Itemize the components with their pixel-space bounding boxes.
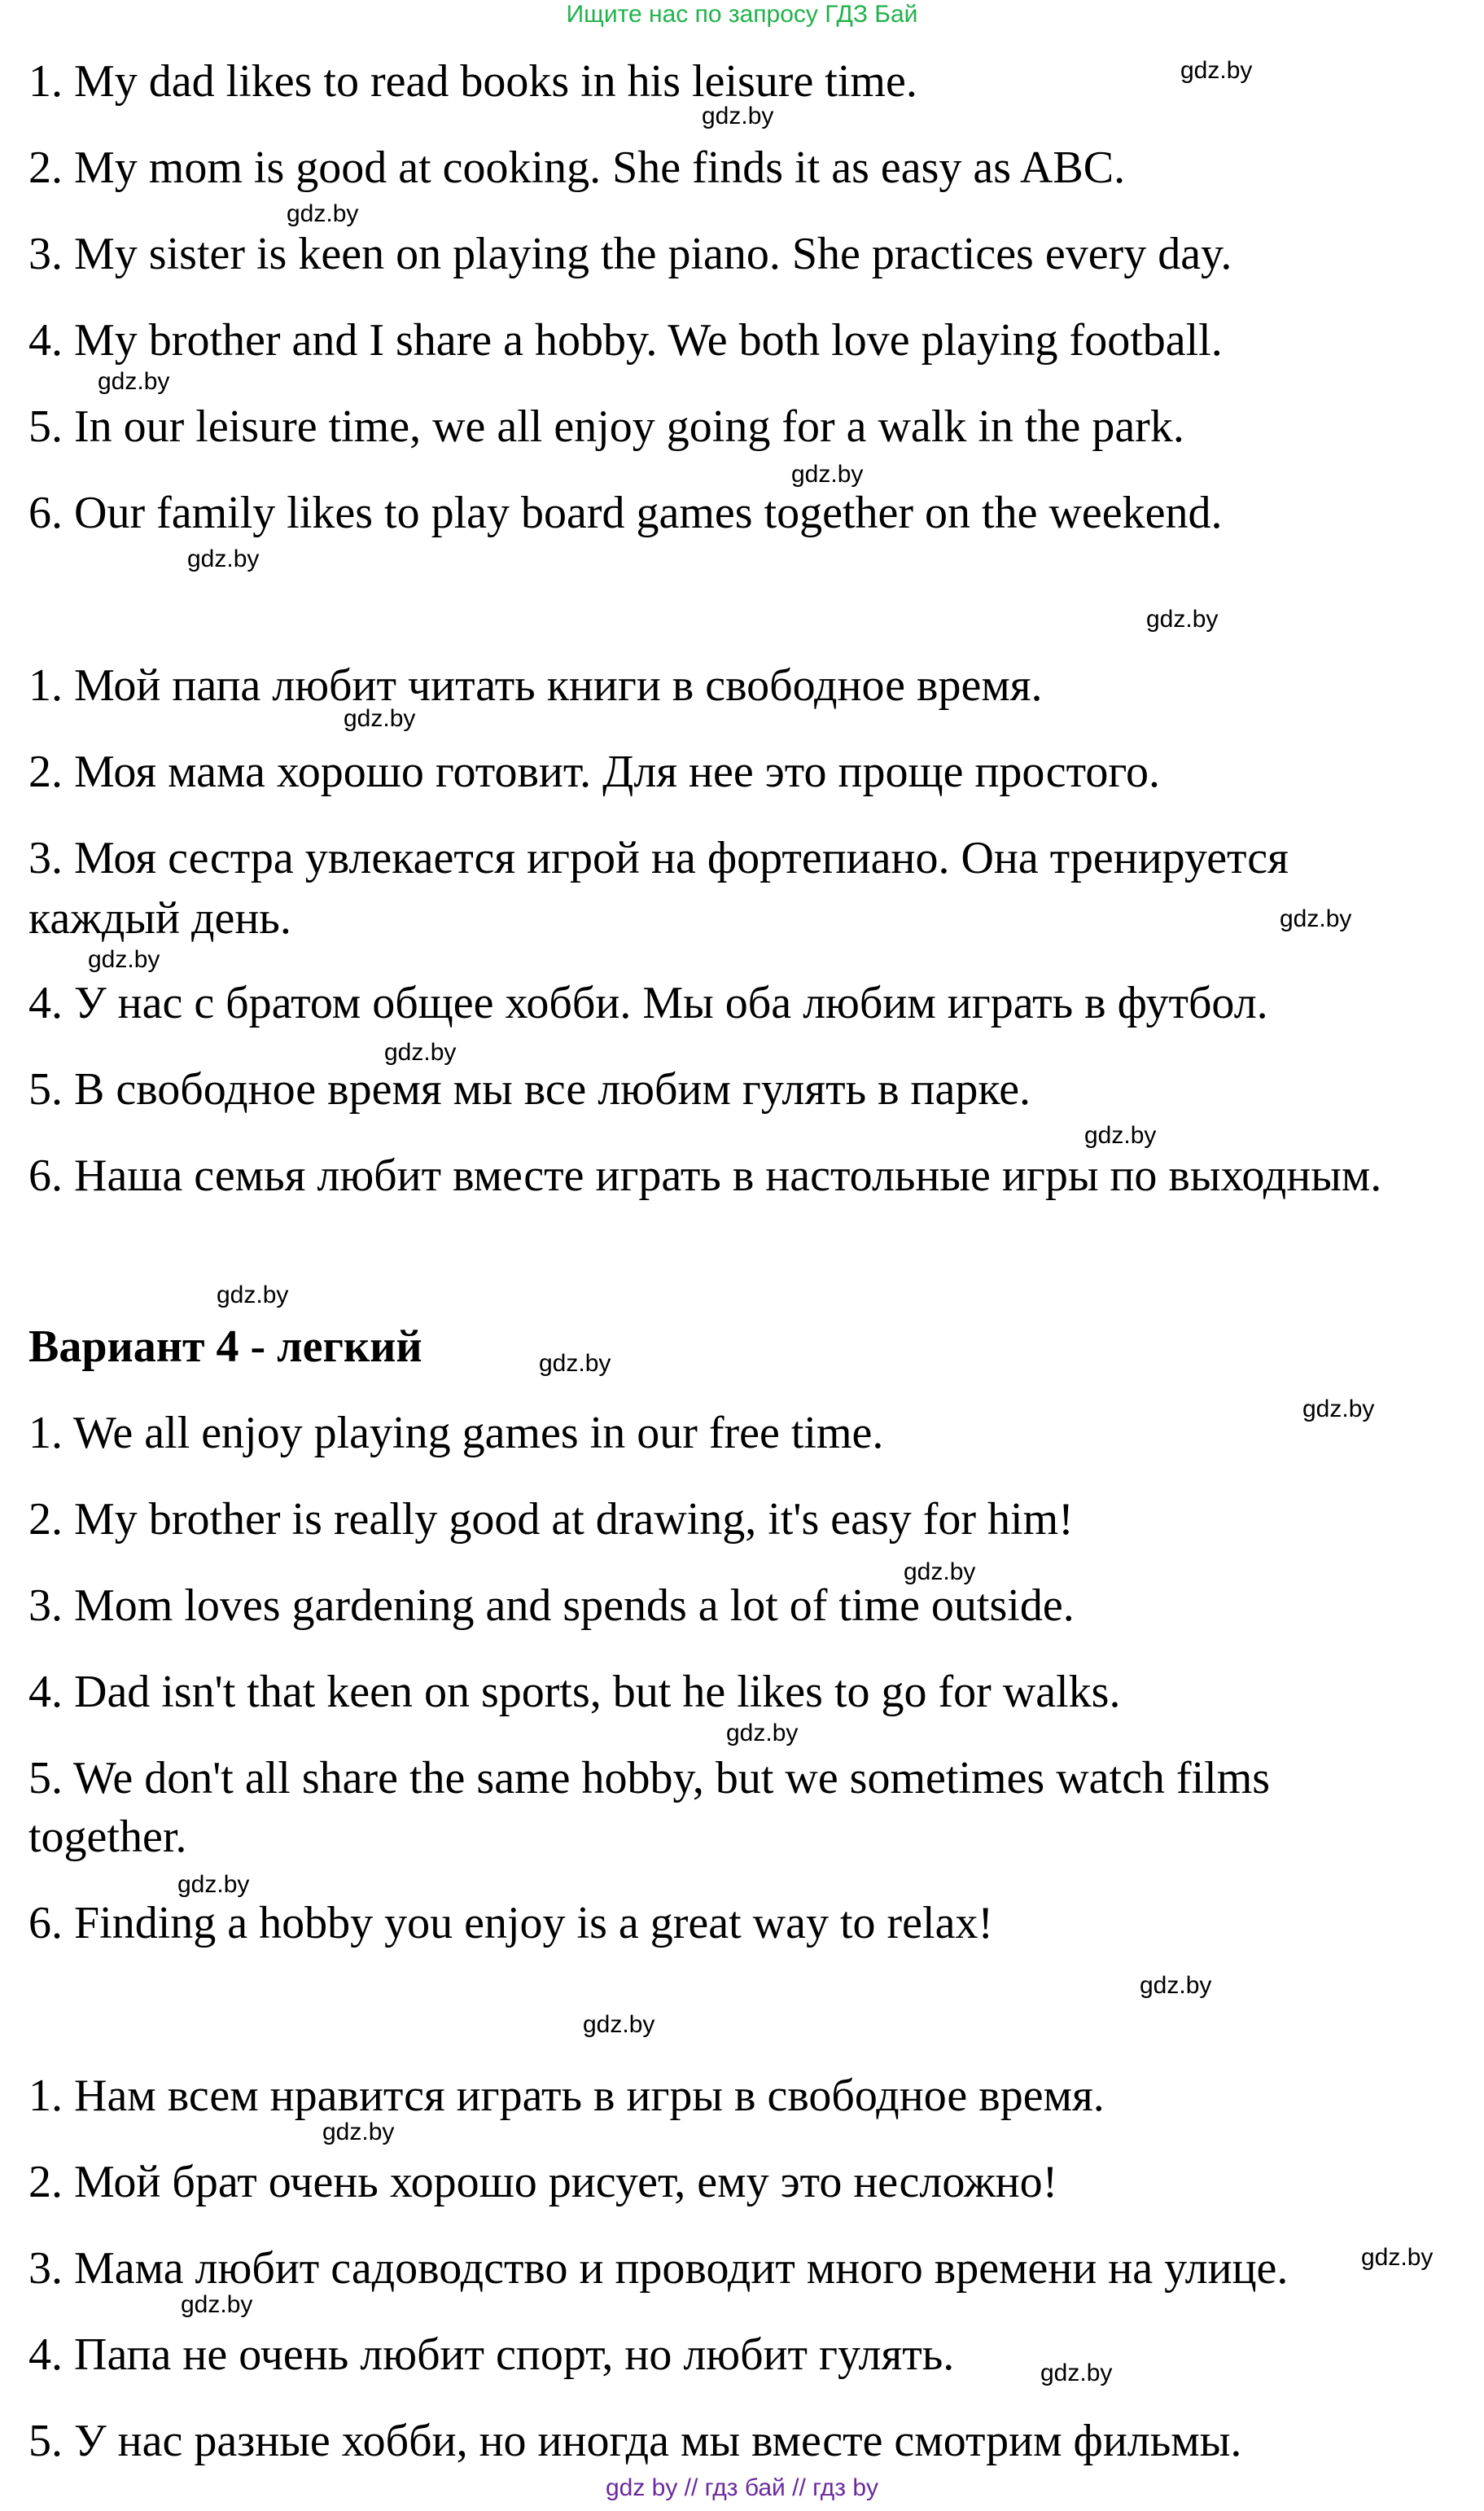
sentence-ru-5: 5. В свободное время мы все любим гулять в парке. bbox=[28, 1064, 1031, 1115]
watermark: gdz.by bbox=[583, 2011, 655, 2038]
sentence-en-11-cont: together. bbox=[28, 1812, 187, 1862]
sentence-en-7: 1. We all enjoy playing games in our free time. bbox=[28, 1408, 884, 1458]
watermark: gdz.by bbox=[181, 2291, 253, 2318]
sentence-ru-1: 1. Мой папа любит читать книги в свободное время. bbox=[28, 660, 1043, 711]
variant-heading: Вариант 4 - легкий bbox=[28, 1321, 422, 1372]
watermark: gdz.by bbox=[287, 200, 359, 227]
watermark: gdz.by bbox=[1040, 2360, 1113, 2386]
watermark: gdz.by bbox=[791, 461, 864, 488]
watermark: gdz.by bbox=[88, 946, 160, 973]
sentence-ru-4: 4. У нас с братом общее хобби. Мы оба любим играть в футбол. bbox=[28, 978, 1268, 1028]
sentence-ru-10: 4. Папа не очень любит спорт, но любит гулять. bbox=[28, 2329, 955, 2380]
sentence-en-11: 5. We don't all share the same hobby, but we sometimes watch films bbox=[28, 1753, 1271, 1803]
watermark: gdz.by bbox=[1084, 1122, 1157, 1149]
sentence-ru-3: 3. Моя сестра увлекается игрой на фортепиано. Она тренируется bbox=[28, 833, 1289, 883]
sentence-en-10: 4. Dad isn't that keen on sports, but he likes to go for walks. bbox=[28, 1667, 1121, 1717]
watermark: gdz.by bbox=[1146, 606, 1219, 633]
sentence-en-1: 1. My dad likes to read books in his leisure time. bbox=[28, 56, 917, 107]
watermark: gdz.by bbox=[187, 546, 260, 572]
watermark: gdz.by bbox=[322, 2119, 395, 2145]
watermark: gdz.by bbox=[702, 103, 774, 129]
sentence-ru-2: 2. Моя мама хорошо готовит. Для нее это проще простого. bbox=[28, 747, 1160, 797]
sentence-en-5: 5. In our leisure time, we all enjoy going for a walk in the park. bbox=[28, 401, 1184, 452]
sentence-ru-7: 1. Нам всем нравится играть в игры в свободное время. bbox=[28, 2071, 1105, 2121]
watermark: gdz.by bbox=[1302, 1396, 1375, 1422]
watermark: gdz.by bbox=[98, 368, 170, 395]
sentence-ru-6: 6. Наша семья любит вместе играть в настольные игры по выходным. bbox=[28, 1150, 1382, 1201]
sentence-en-4: 4. My brother and I share a hobby. We both love playing football. bbox=[28, 315, 1223, 366]
watermark: gdz.by bbox=[726, 1720, 799, 1746]
sentence-en-2: 2. My mom is good at cooking. She finds it as easy as ABC. bbox=[28, 142, 1126, 193]
footer-links: gdz by // гдз бай // гдз by bbox=[605, 2474, 879, 2501]
watermark: gdz.by bbox=[1180, 57, 1253, 84]
sentence-en-3: 3. My sister is keen on playing the piano. She practices every day. bbox=[28, 229, 1232, 279]
watermark: gdz.by bbox=[1280, 905, 1352, 932]
sentence-ru-8: 2. Мой брат очень хорошо рисует, ему это несложно! bbox=[28, 2157, 1058, 2207]
sentence-ru-11: 5. У нас разные хобби, но иногда мы вместе смотрим фильмы. bbox=[28, 2416, 1242, 2466]
watermark: gdz.by bbox=[539, 1350, 611, 1377]
watermark: gdz.by bbox=[1361, 2244, 1434, 2271]
watermark: gdz.by bbox=[177, 1871, 250, 1898]
watermark: gdz.by bbox=[217, 1282, 289, 1308]
sentence-en-6: 6. Our family likes to play board games together on the weekend. bbox=[28, 488, 1223, 538]
sentence-ru-9: 3. Мама любит садоводство и проводит много времени на улице. bbox=[28, 2243, 1289, 2294]
top-banner: Ищите нас по запросу ГДЗ Бай bbox=[566, 1, 918, 28]
watermark: gdz.by bbox=[1140, 1972, 1212, 1999]
watermark: gdz.by bbox=[384, 1039, 457, 1066]
sentence-en-12: 6. Finding a hobby you enjoy is a great way to relax! bbox=[28, 1898, 994, 1948]
watermark: gdz.by bbox=[904, 1558, 976, 1585]
watermark: gdz.by bbox=[344, 705, 416, 732]
sentence-ru-3-cont: каждый день. bbox=[28, 893, 291, 944]
sentence-en-8: 2. My brother is really good at drawing, it's easy for him! bbox=[28, 1494, 1074, 1545]
sentence-en-9: 3. Mom loves gardening and spends a lot of time outside. bbox=[28, 1580, 1075, 1631]
